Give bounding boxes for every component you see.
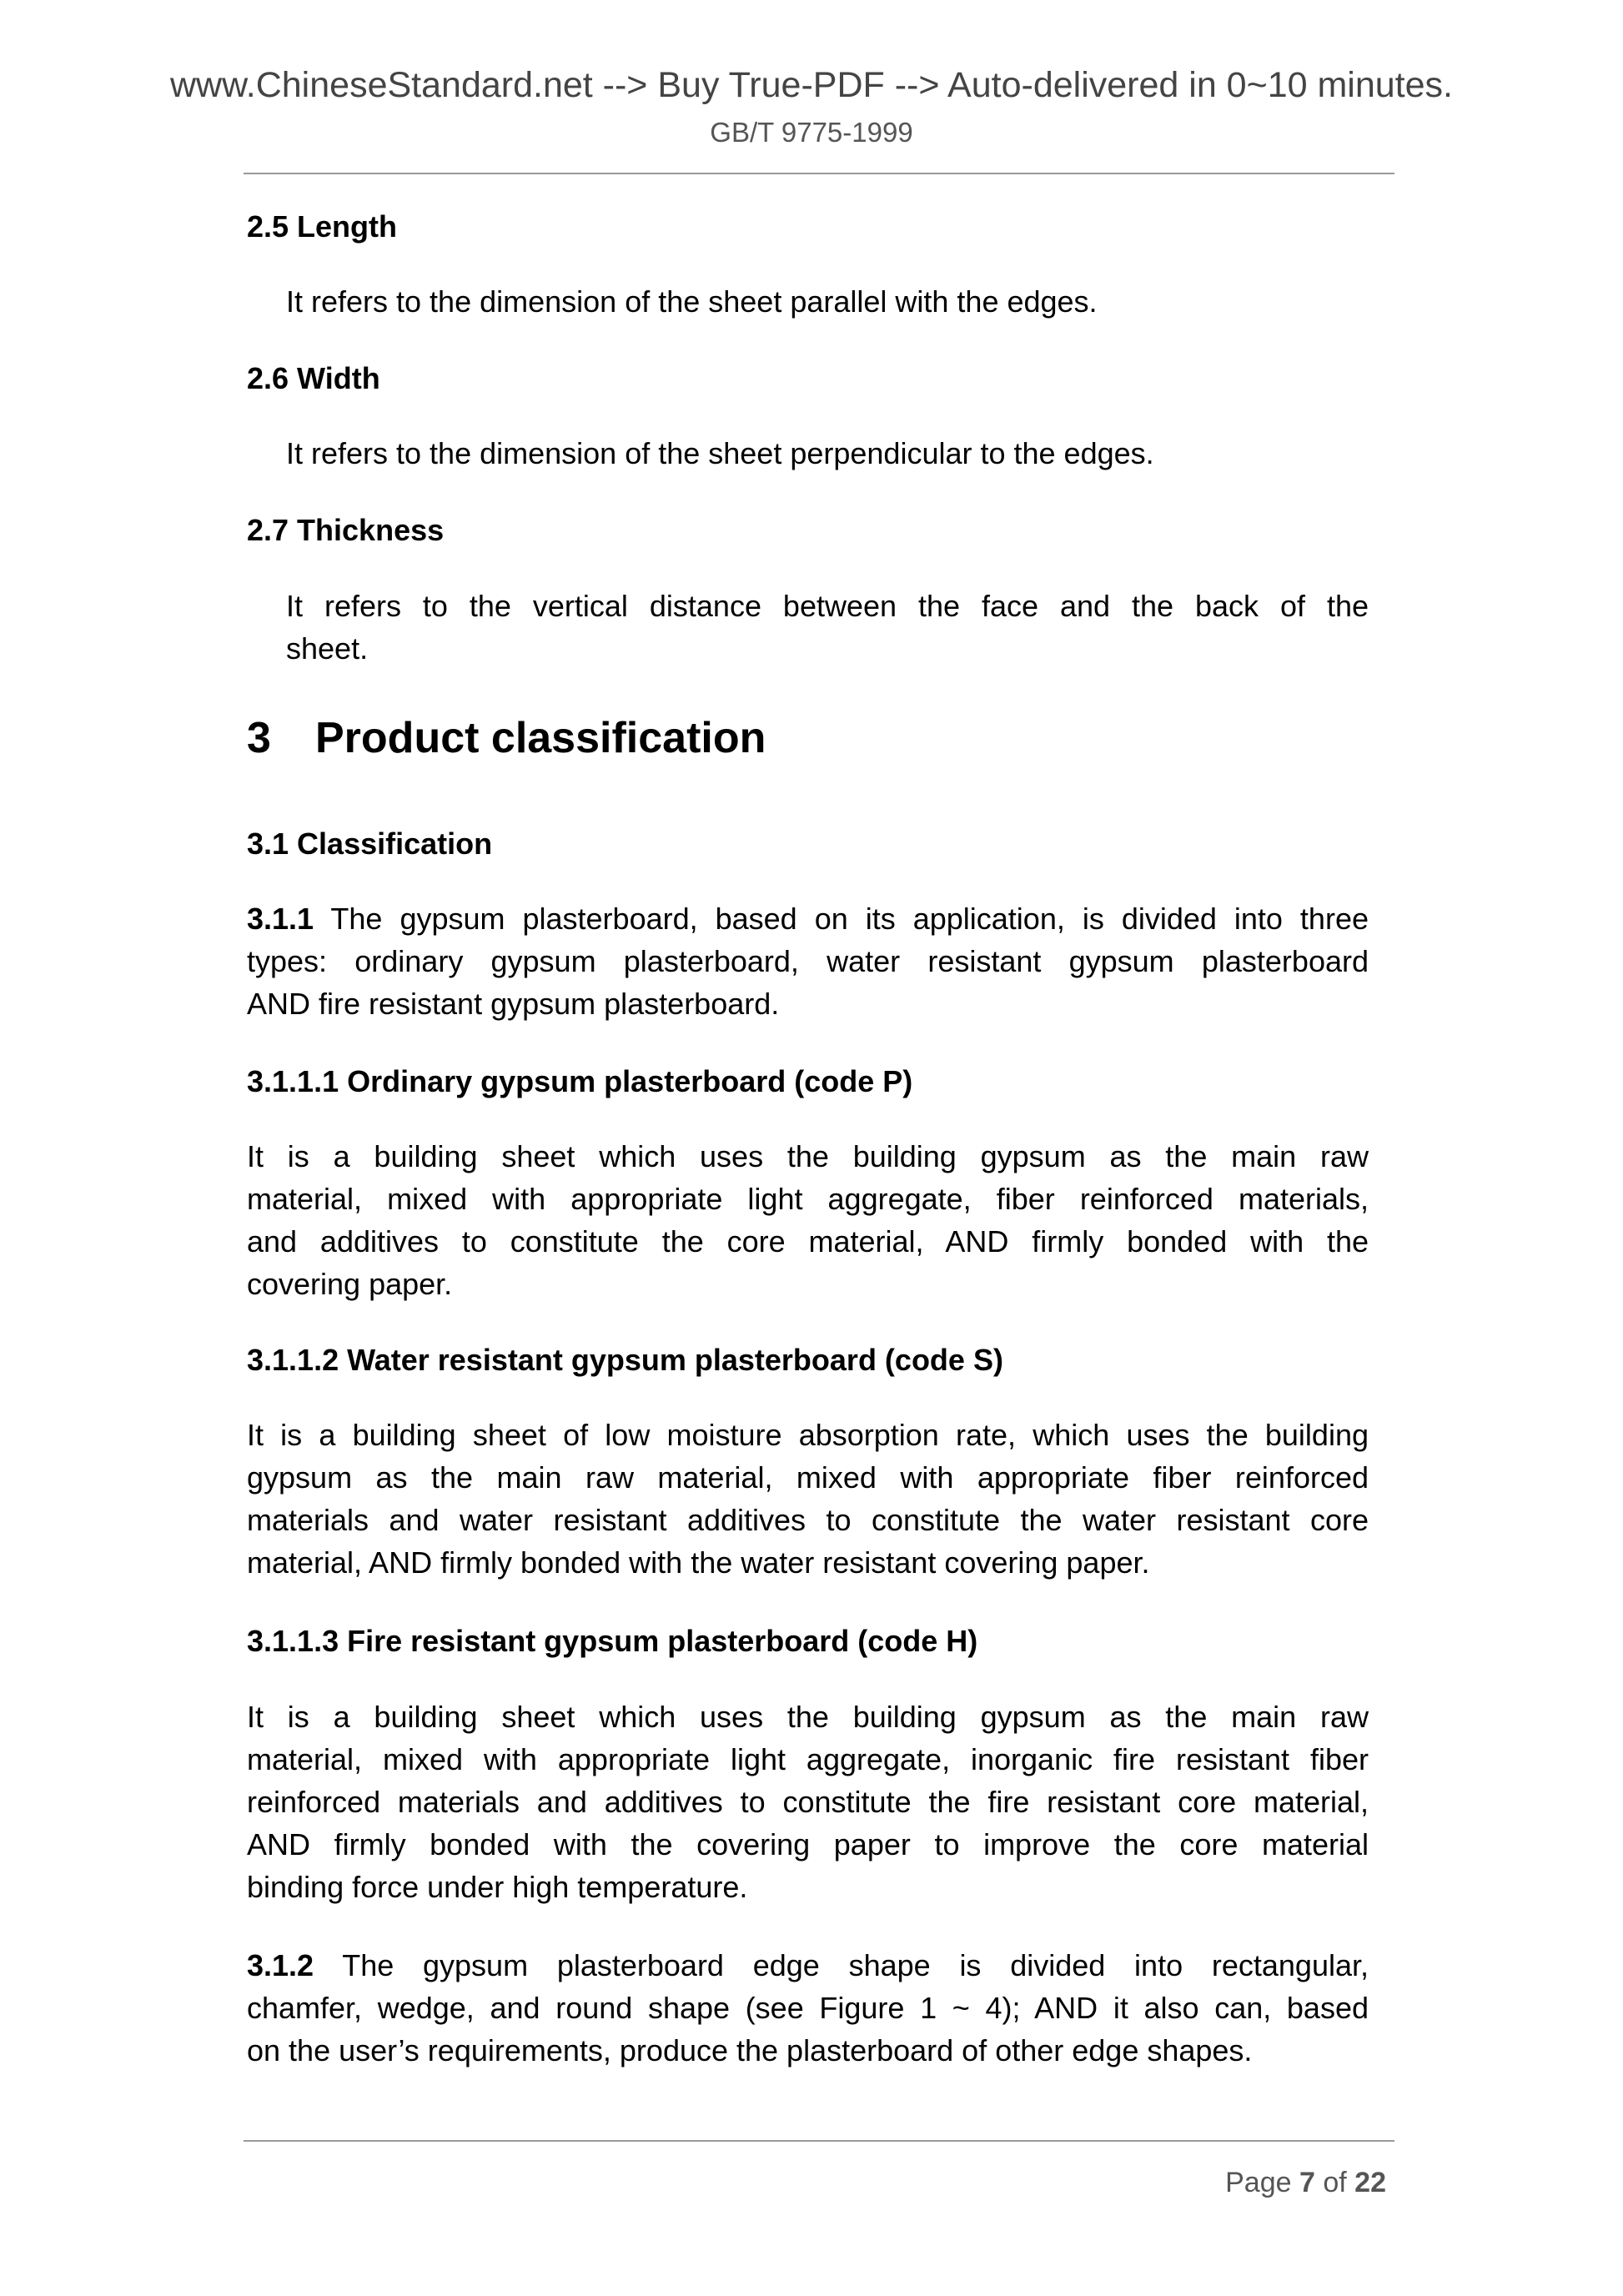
text-line: covering paper.: [247, 1267, 453, 1301]
page-indicator: [1084, 2167, 1386, 2199]
text-line: on the user’s requirements, produce the plasterboard of other edge shapes.: [247, 2033, 1253, 2067]
para-3-1-1-2: [247, 1414, 1369, 1584]
para-3-1-1: [247, 897, 1369, 1025]
heading-3: [247, 714, 1369, 762]
text: The gypsum plasterboard, based on its application, is divided into three: [314, 902, 1369, 936]
heading-2-6: 2.6 Width: [247, 361, 380, 395]
page-total: 22: [1354, 2167, 1386, 2198]
heading-3-1-1-1: 3.1.1.1 Ordinary gypsum plasterboard (code P): [247, 1064, 913, 1098]
text-line: It is a building sheet of low moisture absorption rate, which uses the building: [247, 1418, 1369, 1452]
page-label: Page: [1225, 2167, 1292, 2198]
text-line: gypsum as the main raw material, mixed with appropriate fiber reinforced: [247, 1460, 1369, 1495]
para-2-7: [286, 585, 1369, 670]
text-line: AND fire resistant gypsum plasterboard.: [247, 987, 780, 1021]
text-line: It refers to the dimension of the sheet parallel with the edges.: [286, 284, 1098, 319]
text-line: AND firmly bonded with the covering paper to improve the core material: [247, 1827, 1369, 1861]
text-line: materials and water resistant additives to constitute the water resistant core: [247, 1503, 1369, 1537]
text-line: material, mixed with appropriate light aggregate, fiber reinforced materials,: [247, 1182, 1369, 1216]
text-line: It is a building sheet which uses the building gypsum as the main raw: [247, 1139, 1369, 1173]
text-line: It is a building sheet which uses the building gypsum as the main raw: [247, 1700, 1369, 1734]
para-3-1-2: [247, 1944, 1369, 2072]
clause-number: 3.1.2: [247, 1948, 314, 1982]
heading-number: 3: [247, 714, 271, 762]
text-line: reinforced materials and additives to constitute the fire resistant core material,: [247, 1785, 1369, 1819]
para-3-1-1-1: [247, 1135, 1369, 1305]
heading-3-1: 3.1 Classification: [247, 826, 493, 861]
text-line: [247, 897, 1369, 940]
text-line: It refers to the vertical distance between the face and the back of the: [286, 589, 1369, 623]
text-line: material, AND firmly bonded with the water resistant covering paper.: [247, 1545, 1150, 1580]
text-line: [247, 1944, 1369, 1987]
para-3-1-1-3: [247, 1696, 1369, 1908]
text-line: chamfer, wedge, and round shape (see Figure 1 ~ 4); AND it also can, based: [247, 1991, 1369, 2025]
text-line: and additives to constitute the core material, AND firmly bonded with the: [247, 1224, 1369, 1259]
document-id: GB/T 9775-1999: [710, 117, 913, 148]
heading-3-1-1-2: 3.1.1.2 Water resistant gypsum plasterboard (code S): [247, 1343, 1003, 1377]
text-line: It refers to the dimension of the sheet perpendicular to the edges.: [286, 436, 1154, 470]
heading-2-7: 2.7 Thickness: [247, 513, 445, 547]
heading-2-5: 2.5 Length: [247, 209, 398, 244]
site-banner: www.ChineseStandard.net --> Buy True-PDF --> Auto-delivered in 0~10 minutes.: [169, 65, 1453, 105]
para-2-5: [286, 280, 1369, 323]
text-line: binding force under high temperature.: [247, 1870, 748, 1904]
of-label: of: [1323, 2167, 1347, 2198]
clause-number: 3.1.1: [247, 902, 314, 936]
text-line: types: ordinary gypsum plasterboard, water resistant gypsum plasterboard: [247, 944, 1369, 978]
text-line: sheet.: [286, 631, 369, 666]
para-2-6: [286, 432, 1369, 475]
header-divider: [244, 173, 1394, 174]
heading-title: Product classification: [315, 714, 766, 762]
text: The gypsum plasterboard edge shape is divided into rectangular,: [314, 1948, 1369, 1982]
text-line: material, mixed with appropriate light aggregate, inorganic fire resistant fiber: [247, 1742, 1369, 1776]
footer-divider: [244, 2140, 1394, 2142]
heading-3-1-1-3: 3.1.1.3 Fire resistant gypsum plasterboard (code H): [247, 1624, 978, 1658]
page-number: 7: [1299, 2167, 1315, 2198]
